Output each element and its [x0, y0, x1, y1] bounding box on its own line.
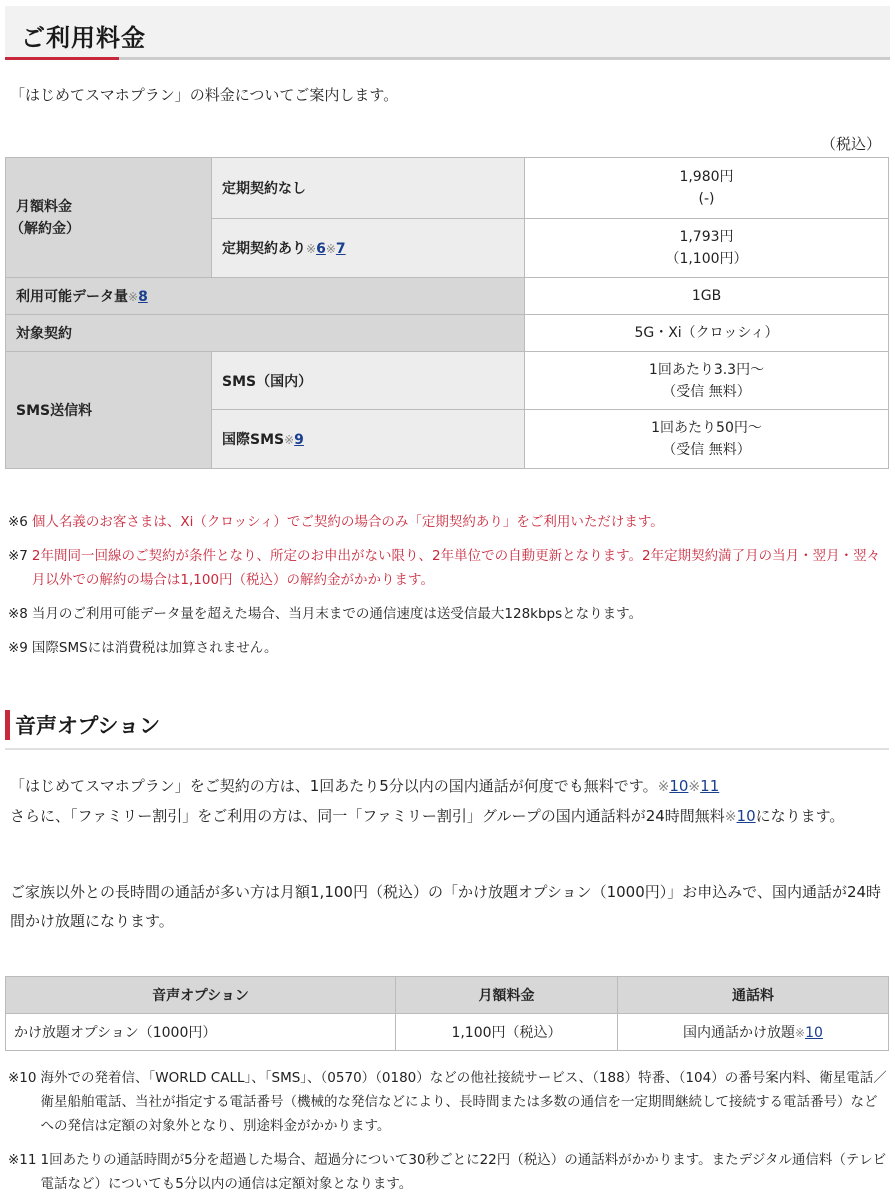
section-title: 音声オプション — [15, 714, 161, 738]
table-row — [6, 278, 889, 315]
ref-mark: ※ — [128, 290, 139, 304]
footnote-text: 国際SMSには消費税は加算されません。 — [31, 640, 278, 656]
table-header-row — [6, 977, 889, 1014]
option-call-fee — [618, 1014, 889, 1051]
sms-intl-label: 国際SMS — [222, 432, 285, 448]
no-contract-label: 定期契約なし — [222, 181, 306, 197]
table-row — [6, 352, 889, 410]
paragraph-text: さらに、「ファミリー割引」をご利用の方は、同一「ファミリー割引」グループの国内通話料が24時間無料 — [10, 807, 725, 825]
cancel-fee-label: （解約金） — [10, 220, 80, 237]
voice-option-table — [5, 976, 889, 1051]
ref-mark: ※ — [724, 809, 737, 825]
monthly-fee-label: 月額料金 — [16, 198, 72, 215]
footnotes-fees — [8, 510, 888, 670]
footnote-link-11[interactable]: 11 — [700, 777, 720, 795]
intro-text: 「はじめてスマホプラン」の料金についてご案内します。 — [10, 86, 399, 104]
footnote-mark: ※9 — [8, 640, 28, 656]
paragraph-text: 「はじめてスマホプラン」をご契約の方は、1回あたり5分以内の国内通話が何度でも無料です。 — [10, 777, 658, 795]
target-contract-value: 5G・Xi（クロッシィ） — [525, 315, 889, 352]
call-fee-text: 国内通話かけ放題 — [683, 1025, 796, 1041]
sms-domestic-value — [525, 352, 889, 410]
contract-value — [525, 219, 889, 278]
footnote-6 — [8, 510, 888, 534]
footnote-link-7[interactable]: 7 — [335, 241, 346, 257]
ref-mark: ※ — [795, 1026, 806, 1040]
footnote-mark: ※11 — [8, 1152, 37, 1168]
footnote-text: 1回あたりの通話時間が5分を超過した場合、超過分について30秒ごとに22円（税込）の通話料がかかります。またデジタル通信料（テレビ電話など）についても5分以内の通信は定額対象となります。 — [40, 1152, 887, 1192]
ref-mark: ※ — [657, 779, 670, 795]
sms-intl-receive: （受信 無料） — [662, 442, 751, 458]
footnote-text: 当月のご利用可能データ量を超えた場合、当月末までの通信速度は送受信最大128kbpsとなります。 — [31, 606, 643, 622]
data-amount-label: 利用可能データ量 — [16, 289, 128, 305]
footnote-link-10[interactable]: 10 — [805, 1025, 823, 1041]
footnote-10 — [8, 1066, 888, 1138]
section-heading-fees — [5, 6, 890, 60]
heading-underline-accent — [5, 57, 119, 60]
footnote-11 — [8, 1148, 888, 1196]
no-contract-header — [212, 158, 525, 219]
footnote-mark: ※6 — [8, 514, 28, 530]
paragraph-text: になります。 — [755, 807, 845, 825]
ref-mark: ※ — [688, 779, 701, 795]
target-contract-label: 対象契約 — [16, 326, 72, 342]
sms-domestic-price: 1回あたり3.3円〜 — [648, 361, 765, 378]
footnote-link-9[interactable]: 9 — [294, 432, 304, 448]
voice-option-description — [10, 772, 885, 832]
sms-domestic-header — [212, 352, 525, 410]
column-header: 通話料 — [618, 977, 889, 1014]
tax-included-note: （税込） — [820, 135, 881, 153]
footnote-9 — [8, 636, 888, 660]
contract-header — [212, 219, 525, 278]
sms-domestic-receive: （受信 無料） — [662, 383, 751, 400]
sms-fee-header — [6, 352, 212, 469]
no-contract-price: 1,980円 — [679, 169, 734, 185]
target-contract-header — [6, 315, 525, 352]
contract-price: 1,793円 — [679, 229, 734, 245]
data-amount-value: 1GB — [525, 278, 889, 315]
ref-mark: ※ — [325, 242, 336, 256]
no-contract-value — [525, 158, 889, 219]
section-heading-voice-option — [5, 706, 889, 750]
sms-intl-value — [525, 410, 889, 469]
footnote-mark: ※8 — [8, 606, 28, 622]
footnote-7 — [8, 544, 888, 592]
sms-domestic-label: SMS（国内） — [222, 373, 313, 390]
footnote-text: 個人名義のお客さまは、Xi（クロッシィ）でご契約の場合のみ「定期契約あり」をご利用いただけます。 — [31, 514, 664, 530]
footnotes-voice — [8, 1066, 888, 1200]
footnote-link-8[interactable]: 8 — [138, 289, 148, 305]
page-title: ご利用料金 — [21, 24, 146, 52]
table-row — [6, 158, 889, 219]
footnote-8 — [8, 602, 888, 626]
heading-underline — [5, 57, 890, 60]
sms-intl-price: 1回あたり50円〜 — [651, 420, 762, 436]
no-contract-cancel-fee: (-) — [698, 191, 715, 207]
ref-mark: ※ — [284, 433, 295, 447]
data-amount-header — [6, 278, 525, 315]
pricing-table — [5, 157, 889, 469]
footnote-mark: ※7 — [8, 548, 28, 564]
footnote-text: 海外での発着信、「WORLD CALL」、「SMS」、（0570）（0180）などの他社接続サービス、（188）特番、（104）の番号案内料、衛星電話／衛星船舶電話、当社が指定する電話番号（機械的な発信などにより、長時間または多数の通信を一定期間継続して接続する電話番号）などへの発信は定額の対象外となり、別途料金がかかります。 — [40, 1070, 887, 1134]
contract-cancel-fee: （1,100円） — [665, 251, 748, 267]
table-row — [6, 1014, 889, 1051]
table-row — [6, 315, 889, 352]
heading-accent-bar — [5, 710, 10, 740]
footnote-mark: ※10 — [8, 1070, 37, 1086]
option-monthly-fee: 1,100円（税込） — [396, 1014, 618, 1051]
sms-fee-label: SMS送信料 — [16, 403, 93, 419]
column-header: 月額料金 — [396, 977, 618, 1014]
unlimited-call-description: ご家族以外との長時間の通話が多い方は月額1,100円（税込）の「かけ放題オプション（1000円）」お申込みで、国内通話が24時間かけ放題になります。 — [10, 883, 882, 930]
monthly-fee-header — [6, 158, 212, 278]
sms-intl-header — [212, 410, 525, 469]
contract-label: 定期契約あり — [222, 241, 306, 257]
ref-mark: ※ — [306, 242, 317, 256]
column-header: 音声オプション — [6, 977, 396, 1014]
footnote-text: 2年間同一回線のご契約が条件となり、所定のお申出がない限り、2年単位での自動更新となります。2年定期契約満了月の当月・翌月・翌々月以外での解約の場合は1,100円（税込）の解約金がかかります。 — [31, 548, 881, 588]
footnote-link-6[interactable]: 6 — [316, 241, 326, 257]
footnote-link-10[interactable]: 10 — [736, 807, 756, 825]
footnote-link-10[interactable]: 10 — [669, 777, 689, 795]
option-name: かけ放題オプション（1000円） — [6, 1014, 396, 1051]
